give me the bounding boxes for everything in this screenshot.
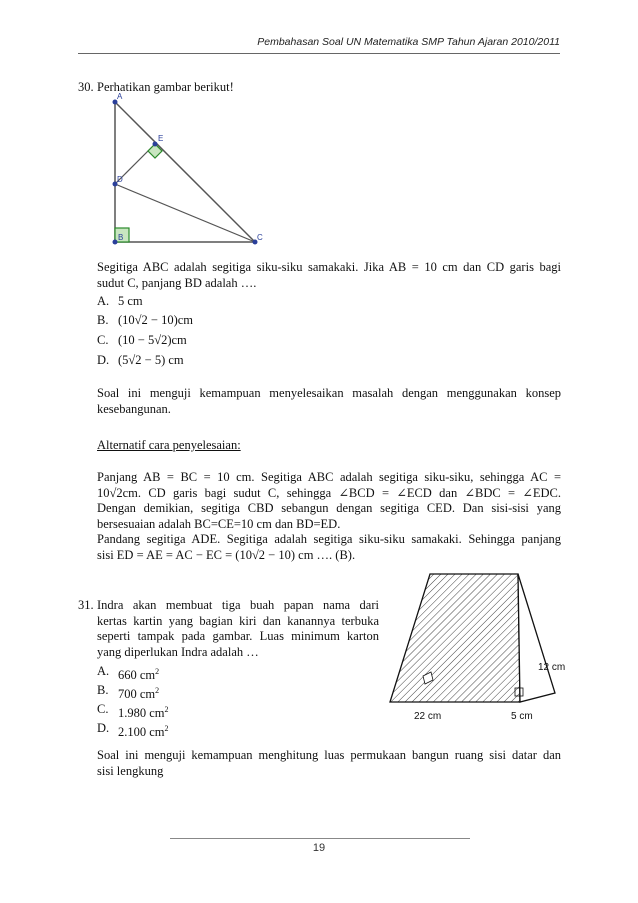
q31-stem-line1: Indra akan membuat tiga buah papan nama dari [97,598,379,612]
label-length: 22 cm [414,711,442,722]
label-d: D [117,175,123,184]
q30-option-c: (10 − 5√2)cm [118,333,187,347]
q31-option-c-letter: C. [97,702,109,716]
q30-number: 30. [78,80,94,94]
q31-option-c: 1.980 $cm^2$ [118,705,169,721]
q30-solution [97,470,561,563]
q30-option-b: (10√2 − 10)cm [118,313,194,327]
q30-option-a-letter: A. [97,294,110,308]
q31-option-d-letter: D. [97,721,110,735]
label-a: A [117,92,123,101]
header-divider [78,53,560,54]
prism-end-face [518,574,555,702]
q30-option-a: 5 cm [118,294,143,308]
q31-skill-line1: Soal ini menguji kemampuan menghitung luas permukaan bangun ruang sisi datar dan [97,748,561,762]
label-base: 5 cm [511,711,533,722]
q30-solution-line4: bersesuaian adalah BC=CE=10 cm dan BD=ED. [97,516,341,531]
label-height: 12 cm [538,662,566,673]
q30-skill [97,386,561,417]
q30-solution-line1: Panjang AB = BC = 10 cm. Segitiga ABC adalah segitiga siku-siku, sehingga AC = [97,470,561,484]
page-number: 19 [312,842,326,854]
q31-stem [97,598,379,660]
q30-stem-line2: sudut C, panjang BD adalah …. [97,275,257,290]
q31-prism-figure [385,566,570,728]
label-e: E [158,134,164,143]
q31-skill [97,748,561,779]
label-b: B [118,233,124,242]
prism-slanted-face [390,574,520,702]
q31-number: 31. [78,598,94,612]
q30-solution-line3: Dengan demikian, segitiga CBD sebangun dengan segitiga CED. Dan sisi-sisi yang [97,501,561,515]
q31-stem-line4: yang diperlukan Indra adalah … [97,644,259,659]
q30-skill-line1: Soal ini menguji kemampuan menyelesaikan masalah dengan menggunakan konsep [97,386,561,400]
point-b [113,240,118,245]
q30-solution-line6: sisi ED = AE = AC − EC = (10√2 − 10) cm …. (B). [97,547,356,562]
q30-alt-heading: Alternatif cara penyelesaian: [97,438,241,452]
q30-option-c-letter: C. [97,333,109,347]
q30-prompt: Perhatikan gambar berikut! [97,80,234,94]
q30-option-d-letter: D. [97,353,110,367]
q31-option-a: 660 $cm^2$ [118,667,160,683]
footer-divider [170,838,470,839]
q31-option-b-letter: B. [97,683,109,697]
q30-skill-line2: kesebangunan. [97,401,171,416]
q30-stem [97,260,561,291]
q30-option-d: (5√2 − 5) cm [118,353,184,367]
q30-option-b-letter: B. [97,313,109,327]
q31-option-d: 2.100 $cm^2$ [118,724,169,740]
q30-triangle-figure [100,92,280,252]
page-header-title: Pembahasan Soal UN Matematika SMP Tahun Ajaran 2010/2011 [257,36,560,48]
q30-solution-line5: Pandang segitiga ADE. Segitiga adalah segitiga siku-siku samakaki. Sehingga panjang [97,532,561,546]
label-c: C [257,233,263,242]
q31-skill-line2: sisi lengkung [97,763,164,778]
q31-stem-line2: kertas kartin yang bagian kiri dan kanannya terbuka [97,613,379,628]
q31-option-a-letter: A. [97,664,110,678]
q31-option-b: 700 $cm^2$ [118,686,160,702]
q30-stem-line1: Segitiga ABC adalah segitiga siku-siku samakaki. Jika AB = 10 cm dan CD garis bagi [97,260,561,274]
q31-stem-line3: seperti tampak pada gambar. Luas minimum karton [97,629,379,643]
point-e [153,142,158,147]
q30-solution-line2: 10√2cm. CD garis bagi sudut C, sehingga ∠BCD = ∠ECD dan ∠BDC = ∠EDC. [97,485,561,500]
